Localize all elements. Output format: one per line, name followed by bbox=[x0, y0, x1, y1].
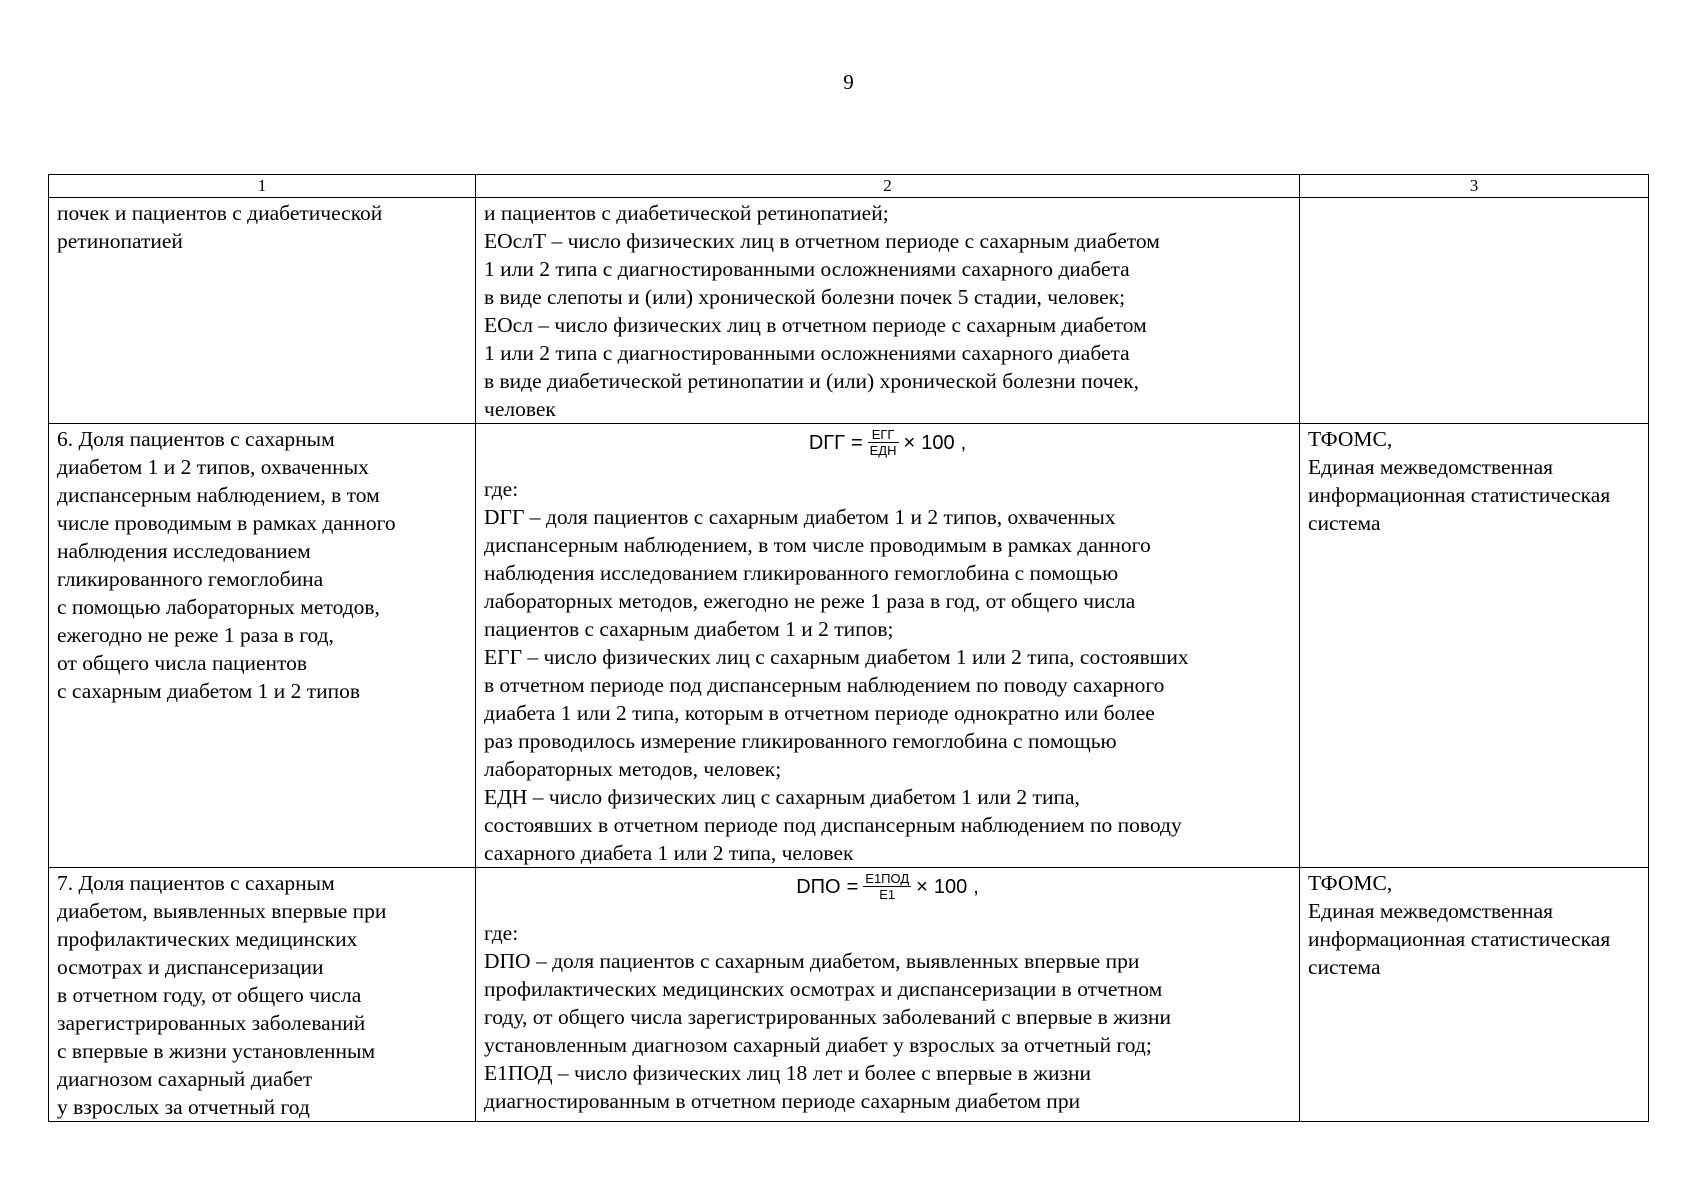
text-line: ТФОМС, bbox=[1308, 871, 1393, 895]
text-line: с впервые в жизни установленным bbox=[57, 1039, 376, 1063]
text-line: ежегодно не реже 1 раза в год, bbox=[57, 623, 334, 647]
text-line: ЕГГ – число физических лиц с сахарным диабетом 1 или 2 типа, состоявших bbox=[484, 645, 1189, 669]
formula-times: × bbox=[916, 875, 928, 898]
text-line: Единая межведомственная bbox=[1308, 899, 1554, 923]
formula-dgg bbox=[484, 425, 1291, 475]
formula-dpo bbox=[484, 869, 1291, 919]
formula-explanation bbox=[484, 475, 1291, 867]
formula-denominator: ЕДН bbox=[869, 443, 897, 459]
source-cell bbox=[1300, 868, 1649, 1122]
calculation-cell bbox=[476, 868, 1300, 1122]
text-line: система bbox=[1308, 955, 1381, 979]
text-line: наблюдения исследованием гликированного гемоглобина с помощью bbox=[484, 561, 1119, 585]
text-line: осмотрах и диспансеризации bbox=[57, 955, 324, 979]
text-line: в отчетном периоде под диспансерным наблюдением по поводу сахарного bbox=[484, 673, 1165, 697]
formula-tail: , bbox=[973, 875, 979, 898]
text-line: раз проводилось измерение гликированного гемоглобина с помощью bbox=[484, 729, 1117, 753]
text-line: диабетом 1 и 2 типов, охваченных bbox=[57, 455, 369, 479]
text-line: где: bbox=[484, 477, 519, 501]
text-line: информационная статистическая bbox=[1308, 927, 1611, 951]
text-line: система bbox=[1308, 511, 1381, 535]
indicator-name-cell bbox=[49, 868, 476, 1122]
calculation-cell bbox=[476, 198, 1300, 424]
text-line: зарегистрированных заболеваний bbox=[57, 1011, 366, 1035]
text-line: человек bbox=[484, 397, 556, 421]
text-line: где: bbox=[484, 921, 519, 945]
text-line: у взрослых за отчетный год bbox=[57, 1095, 310, 1119]
text-line: в виде диабетической ретинопатии и (или) хронической болезни почек, bbox=[484, 369, 1139, 393]
indicator-name-cell bbox=[49, 424, 476, 868]
table-row bbox=[49, 424, 1649, 868]
text-line: от общего числа пациентов bbox=[57, 651, 308, 675]
text-line: ЕДН – число физических лиц с сахарным диабетом 1 или 2 типа, bbox=[484, 785, 1080, 809]
text-line: лабораторных методов, ежегодно не реже 1 раза в год, от общего числа bbox=[484, 589, 1136, 613]
text-line: диспансерным наблюдением, в том bbox=[57, 483, 380, 507]
formula-numerator: ЕГГ bbox=[871, 427, 895, 442]
formula-denominator: Е1 bbox=[879, 887, 896, 903]
text-line: профилактических медицинских осмотрах и диспансеризации в отчетном bbox=[484, 977, 1163, 1001]
text-line: наблюдения исследованием bbox=[57, 539, 311, 563]
table-row bbox=[49, 868, 1649, 1122]
text-line: с сахарным диабетом 1 и 2 типов bbox=[57, 679, 361, 703]
text-line: сахарного диабета 1 или 2 типа, человек bbox=[484, 841, 854, 865]
formula-fraction bbox=[863, 871, 911, 902]
formula-explanation bbox=[484, 919, 1291, 1115]
text-line: и пациентов с диабетической ретинопатией; bbox=[484, 201, 889, 225]
text-line: ЕОсл – число физических лиц в отчетном периоде с сахарным диабетом bbox=[484, 313, 1147, 337]
page-number: 9 bbox=[843, 70, 854, 94]
text-line: 7. Доля пациентов с сахарным bbox=[57, 871, 335, 895]
table-row bbox=[49, 198, 1649, 424]
formula-numerator: Е1ПОД bbox=[865, 871, 910, 886]
formula-equals: = bbox=[846, 875, 859, 898]
text-line: информационная статистическая bbox=[1308, 483, 1611, 507]
header-cell-3: 3 bbox=[1300, 175, 1649, 198]
text-line: почек и пациентов с диабетической bbox=[57, 201, 383, 225]
indicator-table bbox=[48, 174, 1649, 1122]
text-line: установленным диагнозом сахарный диабет у взрослых за отчетный год; bbox=[484, 1033, 1152, 1057]
text-line: 1 или 2 типа с диагностированными осложнениями сахарного диабета bbox=[484, 257, 1130, 281]
text-line: ТФОМС, bbox=[1308, 427, 1393, 451]
source-cell bbox=[1300, 424, 1649, 868]
formula-fraction bbox=[868, 427, 899, 458]
text-line: лабораторных методов, человек; bbox=[484, 757, 782, 781]
formula-factor: 100 bbox=[921, 431, 955, 454]
text-line: диагнозом сахарный диабет bbox=[57, 1067, 313, 1091]
formula-equals: = bbox=[850, 431, 863, 454]
indicator-name-cell bbox=[49, 198, 476, 424]
source-cell bbox=[1300, 198, 1649, 424]
text-line: пациентов с сахарным диабетом 1 и 2 типов; bbox=[484, 617, 894, 641]
text-line: диабетом, выявленных впервые при bbox=[57, 899, 387, 923]
text-line: году, от общего числа зарегистрированных заболеваний с впервые в жизни bbox=[484, 1005, 1172, 1029]
formula-times: × bbox=[903, 431, 916, 454]
text-line: с помощью лабораторных методов, bbox=[57, 595, 380, 619]
header-cell-2: 2 bbox=[476, 175, 1300, 198]
formula-factor: 100 bbox=[933, 875, 968, 898]
text-line: состоявших в отчетном периоде под диспансерным наблюдением по поводу bbox=[484, 813, 1182, 837]
table-header-row bbox=[49, 175, 1649, 198]
text-line: диагностированным в отчетном периоде сахарным диабетом при bbox=[484, 1089, 1081, 1113]
text-line: DГГ – доля пациентов с сахарным диабетом 1 и 2 типов, охваченных bbox=[484, 505, 1116, 529]
text-line: Е1ПОД – число физических лиц 18 лет и более с впервые в жизни bbox=[484, 1061, 1091, 1085]
text-line: DПО – доля пациентов с сахарным диабетом, выявленных впервые при bbox=[484, 949, 1140, 973]
calculation-cell bbox=[476, 424, 1300, 868]
text-line: диабета 1 или 2 типа, которым в отчетном периоде однократно или более bbox=[484, 701, 1155, 725]
text-line: в отчетном году, от общего числа bbox=[57, 983, 362, 1007]
text-line: 6. Доля пациентов с сахарным bbox=[57, 427, 335, 451]
formula-lhs: DПО bbox=[796, 875, 841, 898]
text-line: числе проводимым в рамках данного bbox=[57, 511, 396, 535]
formula-tail: , bbox=[960, 431, 967, 454]
header-cell-1: 1 bbox=[49, 175, 476, 198]
text-line: профилактических медицинских bbox=[57, 927, 358, 951]
text-line: гликированного гемоглобина bbox=[57, 567, 324, 591]
text-line: Единая межведомственная bbox=[1308, 455, 1554, 479]
text-line: ЕОслТ – число физических лиц в отчетном периоде с сахарным диабетом bbox=[484, 229, 1160, 253]
text-line: ретинопатией bbox=[57, 229, 183, 253]
text-line: диспансерным наблюдением, в том числе проводимым в рамках данного bbox=[484, 533, 1151, 557]
text-line: в виде слепоты и (или) хронической болезни почек 5 стадии, человек; bbox=[484, 285, 1126, 309]
formula-lhs: DГГ bbox=[808, 431, 845, 454]
text-line: 1 или 2 типа с диагностированными осложнениями сахарного диабета bbox=[484, 341, 1130, 365]
